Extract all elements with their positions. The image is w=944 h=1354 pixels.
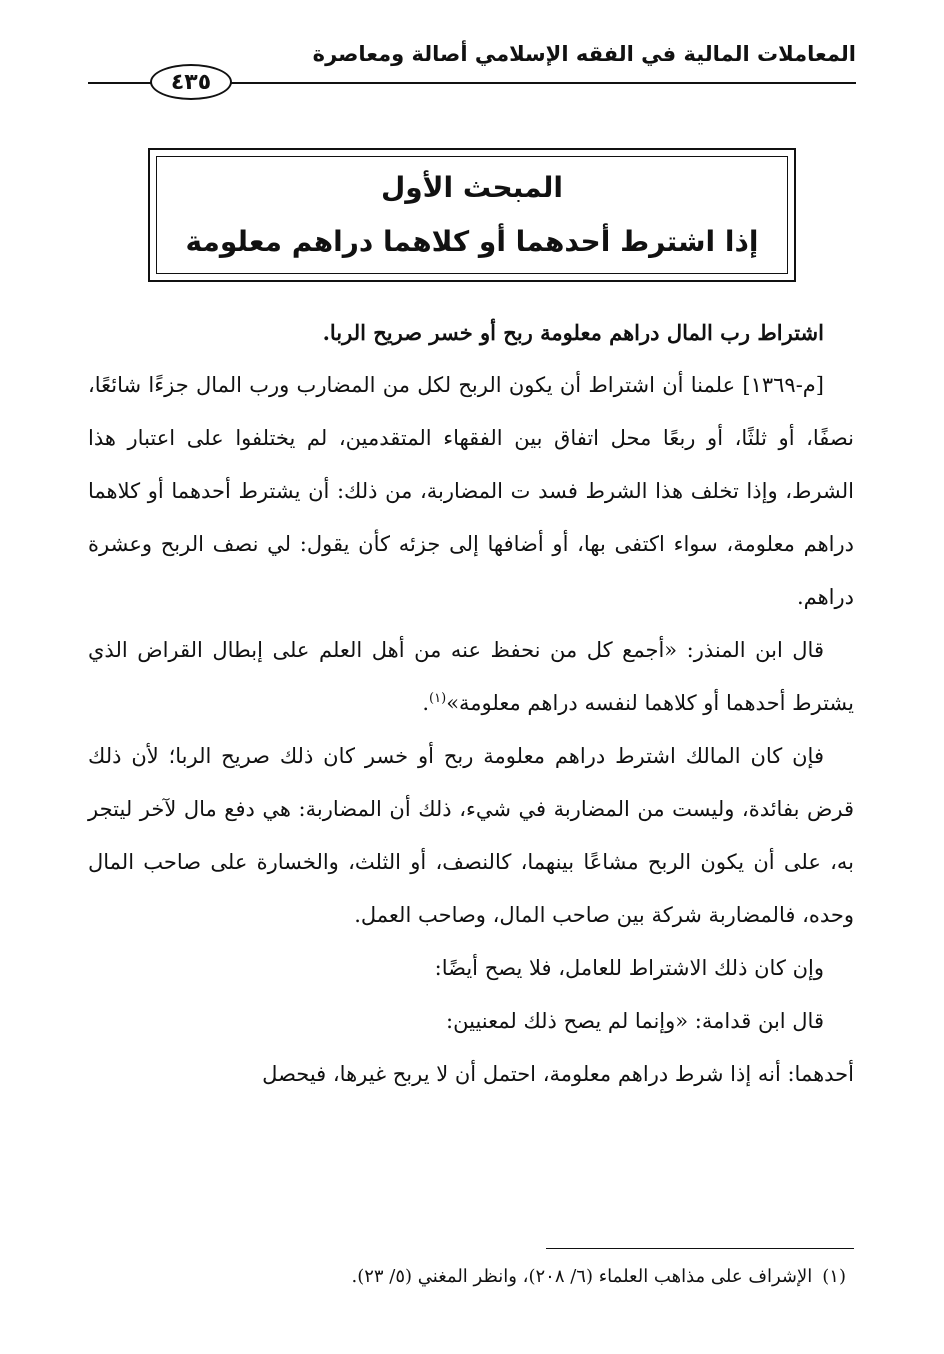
page-number: ٤٣٥ [150,64,232,100]
summary-paragraph: اشتراط رب المال دراهم معلومة ربح أو خسر صريح الربا. [322,320,824,345]
section-heading: المبحث الأول [380,171,564,204]
paragraph-5: قال ابن قدامة: «وإنما لم يصح ذلك لمعنيين: [446,1009,824,1033]
paragraph-4: وإن كان ذلك الاشتراط للعامل، فلا يصح أيضًا: [434,956,824,980]
footnote-rule [546,1248,854,1249]
section-subheading: إذا اشترط أحدهما أو كلاهما دراهم معلومة [185,225,759,258]
paragraph-2 [88,624,854,730]
running-title: المعاملات المالية في الفقه الإسلامي أصالة ومعاصرة [312,42,856,66]
body-text [88,306,854,1101]
paragraph-2-end: . [422,691,430,715]
paragraph-2-text: قال ابن المنذر: «أجمع كل من نحفظ عنه من أهل العلم على إبطال القراض الذي يشترط أحدهما أو كلاهما لنفسه دراهم معلومة» [88,638,854,715]
footnote-number: (١) [822,1266,846,1287]
paragraph-6: أحدهما: أنه إذا شرط دراهم معلومة، احتمل أن لا يربح غيرها، فيحصل [262,1062,854,1086]
footnote-ref-1: (١) [429,691,447,706]
footnote-text: الإشراف على مذاهب العلماء (٦/ ٢٠٨)، وانظر المغني (٥/ ٢٣). [351,1266,813,1287]
section-title-box [148,148,796,282]
paragraph-3: فإن كان المالك اشترط دراهم معلومة ربح أو خسر كان ذلك صريح الربا؛ لأن ذلك قرض بفائدة، وليست من المضاربة في شيء، ذلك أن المضاربة: هي دفع مال لآخر ليتجر به، على أن يكون الربح مشاعًا بينهما، كالنصف، أو الثلث، والخسارة على صاحب المال وحده، فالمضاربة شركة بين صاحب المال، وصاحب العمل. [88,744,854,927]
section-title-frame [156,156,788,274]
paragraph-1: [م-١٣٦٩] علمنا أن اشتراط أن يكون الربح لكل من المضارب ورب المال جزءًا شائعًا، نصفًا، أو ثلثًا، أو ربعًا محل اتفاق بين الفقهاء المتقدمين، لم يختلفوا على اعتبار هذا الشرط، وإذا تخلف هذا الشرط فسد ت المضاربة، من ذلك: أن يشترط أحدهما أو كلاهما دراهم معلومة، سواء اكتفى بها، أو أضافها إلى جزئه كأن يقول: لي نصف الربح وعشرة دراهم. [88,373,854,609]
footnote-1 [90,1262,846,1292]
